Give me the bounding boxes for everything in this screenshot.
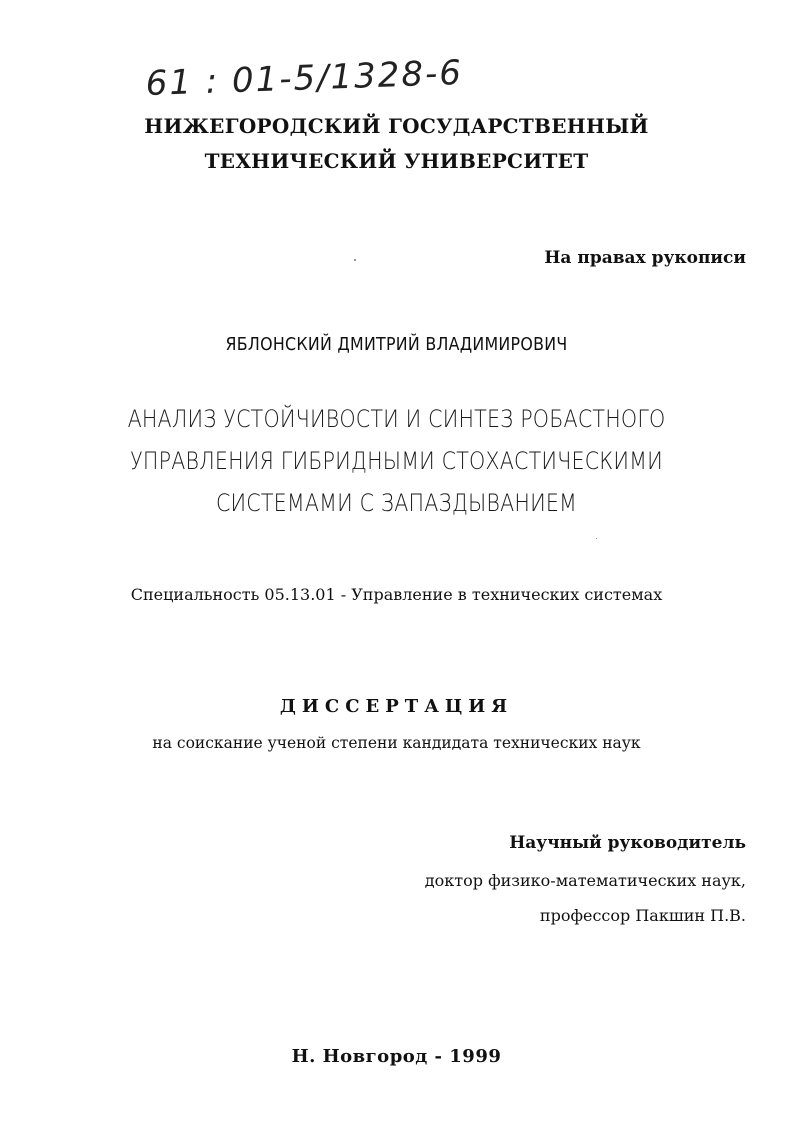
degree-line: на соискание ученой степени кандидата технических наук: [152, 734, 641, 752]
title-line2: УПРАВЛЕНИЯ ГИБРИДНЫМИ СТОХАСТИЧЕСКИМИ: [130, 447, 663, 475]
title-line3: СИСТЕМАМИ С ЗАПАЗДЫВАНИЕМ: [215, 489, 578, 517]
university-name-line1: НИЖЕГОРОДСКИЙ ГОСУДАРСТВЕННЫЙ: [144, 114, 649, 138]
specialty-line: Специальность 05.13.01 - Управление в технических системах: [130, 585, 663, 604]
author-name: ЯБЛОНСКИЙ ДМИТРИЙ ВЛАДИМИРОВИЧ: [225, 334, 568, 355]
manuscript-rights-note: На правах рукописи: [544, 248, 746, 268]
document-type: ДИССЕРТАЦИЯ: [279, 696, 514, 717]
scan-speck: [354, 259, 356, 261]
handwritten-catalog-number: 61 : 01-5/1328-6: [145, 52, 464, 104]
supervisor-heading: Научный руководитель: [509, 833, 746, 853]
supervisor-name: профессор Пакшин П.В.: [539, 906, 746, 925]
supervisor-degree: доктор физико-математических наук,: [424, 871, 746, 890]
city-year: Н. Новгород - 1999: [291, 1046, 502, 1067]
university-name-line2: ТЕХНИЧЕСКИЙ УНИВЕРСИТЕТ: [204, 149, 589, 173]
title-line1: АНАЛИЗ УСТОЙЧИВОСТИ И СИНТЕЗ РОБАСТНОГО: [127, 405, 666, 433]
scan-speck: [596, 538, 597, 539]
